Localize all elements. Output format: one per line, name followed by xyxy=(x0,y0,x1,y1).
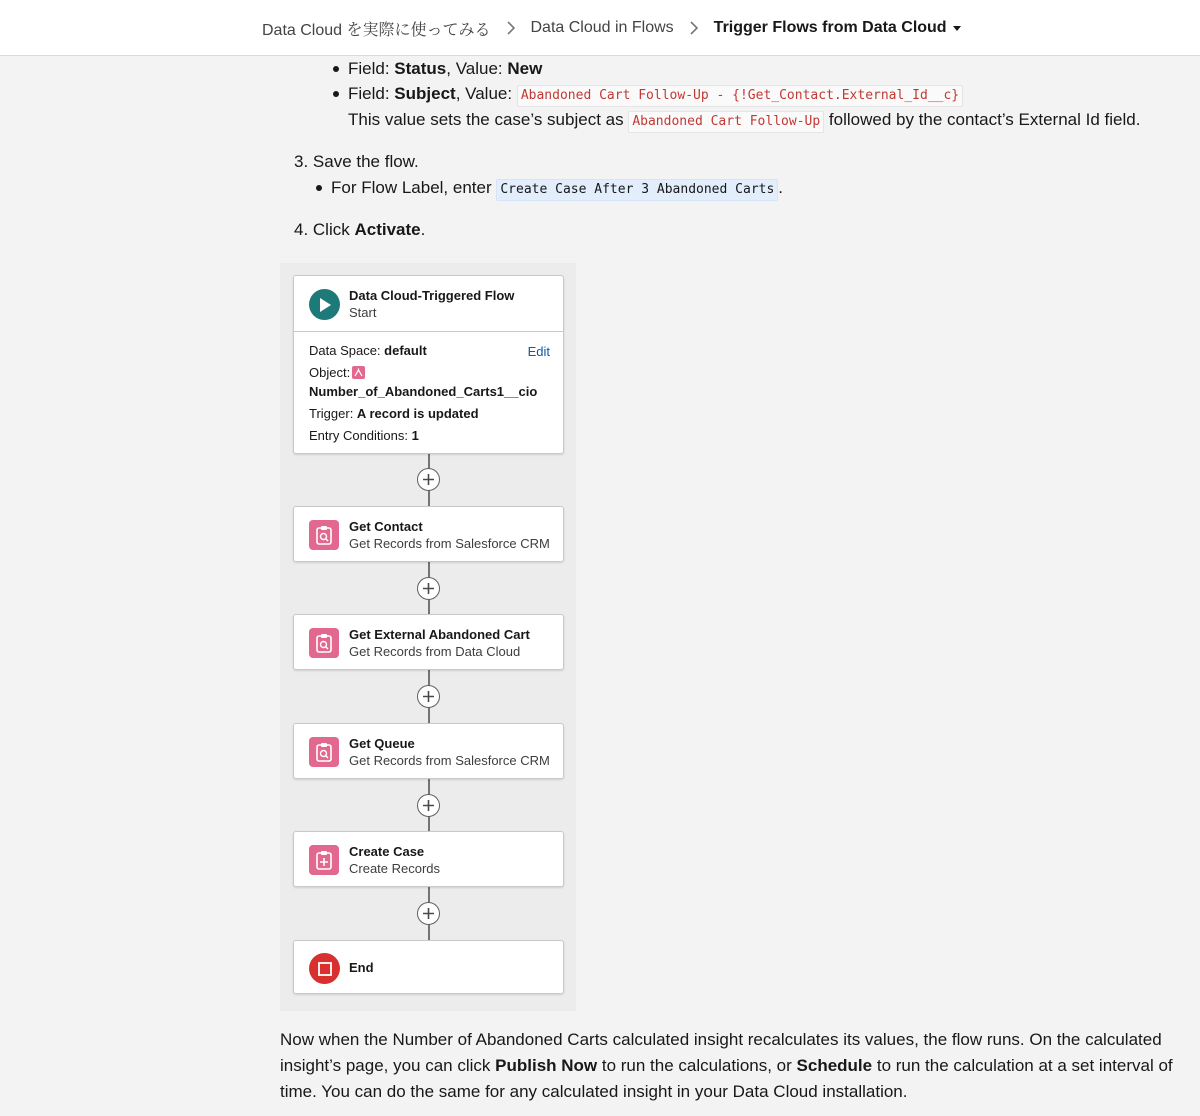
breadcrumb xyxy=(262,17,961,39)
bullet xyxy=(333,66,339,72)
chevron-right-icon xyxy=(690,23,700,33)
field-name: Subject xyxy=(394,84,456,103)
plus-icon xyxy=(422,582,435,595)
flow-label-code: Create Case After 3 Abandoned Carts xyxy=(496,179,778,201)
node-subtitle: Create Records xyxy=(349,861,441,876)
flow-node-get-queue[interactable] xyxy=(293,723,564,779)
breadcrumb-current[interactable]: Trigger Flows from Data Cloud xyxy=(713,19,947,36)
period: . xyxy=(778,178,784,197)
subject-value-code: Abandoned Cart Follow-Up - {!Get_Contact.External_Id__c} xyxy=(517,85,963,107)
flow-label-line xyxy=(331,178,783,201)
note-text-suffix: followed by the contact’s External Id field. xyxy=(824,110,1141,129)
start-node-title: Data Cloud-Triggered Flow xyxy=(349,288,515,303)
add-element-button[interactable] xyxy=(417,794,440,817)
field-label: Field: xyxy=(348,59,395,78)
text: to run the calculation at a set interval of xyxy=(872,1056,1173,1075)
node-title: Get Queue xyxy=(349,736,415,751)
start-node-details xyxy=(294,332,563,454)
data-space-label: Data Space: xyxy=(309,343,385,358)
add-element-button[interactable] xyxy=(417,902,440,925)
get-records-icon xyxy=(309,737,339,767)
plus-icon xyxy=(422,690,435,703)
entry-conditions-row xyxy=(309,428,419,443)
entry-conditions-label: Entry Conditions: xyxy=(309,428,412,443)
stop-icon xyxy=(309,953,340,984)
flow-node-create-case[interactable] xyxy=(293,831,564,887)
caret-down-icon[interactable] xyxy=(953,26,961,31)
value-label: , Value: xyxy=(446,59,508,78)
plus-icon xyxy=(422,473,435,486)
note-text: This value sets the case’s subject as xyxy=(348,110,629,129)
trigger-label: Trigger: xyxy=(309,406,357,421)
closing-line-1: Now when the Number of Abandoned Carts calculated insight recalculates its values, the flow runs. On the calculated xyxy=(280,1030,1162,1049)
node-subtitle: Get Records from Data Cloud xyxy=(349,644,521,659)
end-node-title: End xyxy=(349,960,374,975)
object-row xyxy=(309,365,365,380)
object-label: Object: xyxy=(309,365,351,380)
node-subtitle: Get Records from Salesforce CRM xyxy=(349,536,550,551)
value-label: , Value: xyxy=(455,84,517,103)
add-element-button[interactable] xyxy=(417,468,440,491)
edit-link[interactable]: Edit xyxy=(527,344,550,359)
node-title: Create Case xyxy=(349,844,425,859)
get-records-icon xyxy=(309,628,339,658)
status-field-line xyxy=(348,59,542,79)
flow-node-get-external-abandoned-cart[interactable] xyxy=(293,614,564,670)
text: to run the calculations, or xyxy=(597,1056,797,1075)
get-records-icon xyxy=(309,520,339,550)
publish-now-label: Publish Now xyxy=(495,1056,598,1075)
text: insight’s page, you can click xyxy=(280,1056,496,1075)
flow-start-node[interactable] xyxy=(293,275,564,454)
field-name: Status xyxy=(394,59,447,78)
trigger-value: A record is updated xyxy=(356,406,479,421)
field-value: New xyxy=(507,59,543,78)
flow-label-text: For Flow Label, enter xyxy=(331,178,497,197)
bullet xyxy=(333,91,339,97)
plus-icon xyxy=(422,799,435,812)
create-records-icon xyxy=(309,845,339,875)
start-node-subtitle: Start xyxy=(349,305,377,320)
node-subtitle: Get Records from Salesforce CRM xyxy=(349,753,550,768)
flow-node-get-contact[interactable] xyxy=(293,506,564,562)
step-4-text: 4. Click xyxy=(294,220,355,239)
breadcrumb-item-flows[interactable]: Data Cloud in Flows xyxy=(530,19,674,36)
add-element-button[interactable] xyxy=(417,577,440,600)
node-title: Get External Abandoned Cart xyxy=(349,627,530,642)
data-space-row xyxy=(309,343,427,358)
closing-line-3: time. You can do the same for any calculated insight in your Data Cloud installation. xyxy=(280,1082,908,1101)
top-bar xyxy=(0,0,1200,56)
add-element-button[interactable] xyxy=(417,685,440,708)
node-title: Get Contact xyxy=(349,519,423,534)
data-space-value: default xyxy=(384,343,427,358)
plus-icon xyxy=(422,907,435,920)
object-type-icon xyxy=(352,366,365,379)
bullet xyxy=(316,185,322,191)
flow-end-node[interactable] xyxy=(293,940,564,994)
step-4 xyxy=(294,220,425,240)
trigger-row xyxy=(309,406,479,421)
object-value xyxy=(309,384,537,399)
object-api-name: Number_of_Abandoned_Carts1__cio xyxy=(309,384,538,399)
breadcrumb-item-data-cloud[interactable]: Data Cloud を実際に使ってみる xyxy=(262,21,491,39)
step-3: 3. Save the flow. xyxy=(294,152,419,171)
chevron-right-icon xyxy=(507,23,517,33)
closing-line-2 xyxy=(280,1056,1173,1076)
subject-field-line xyxy=(348,84,963,107)
period: . xyxy=(420,220,426,239)
schedule-label: Schedule xyxy=(796,1056,873,1075)
subject-note-line xyxy=(348,110,1140,133)
activate-label: Activate xyxy=(354,220,421,239)
field-label: Field: xyxy=(348,84,395,103)
subject-note-code: Abandoned Cart Follow-Up xyxy=(628,111,824,133)
play-icon xyxy=(309,289,340,320)
entry-conditions-value: 1 xyxy=(411,428,419,443)
